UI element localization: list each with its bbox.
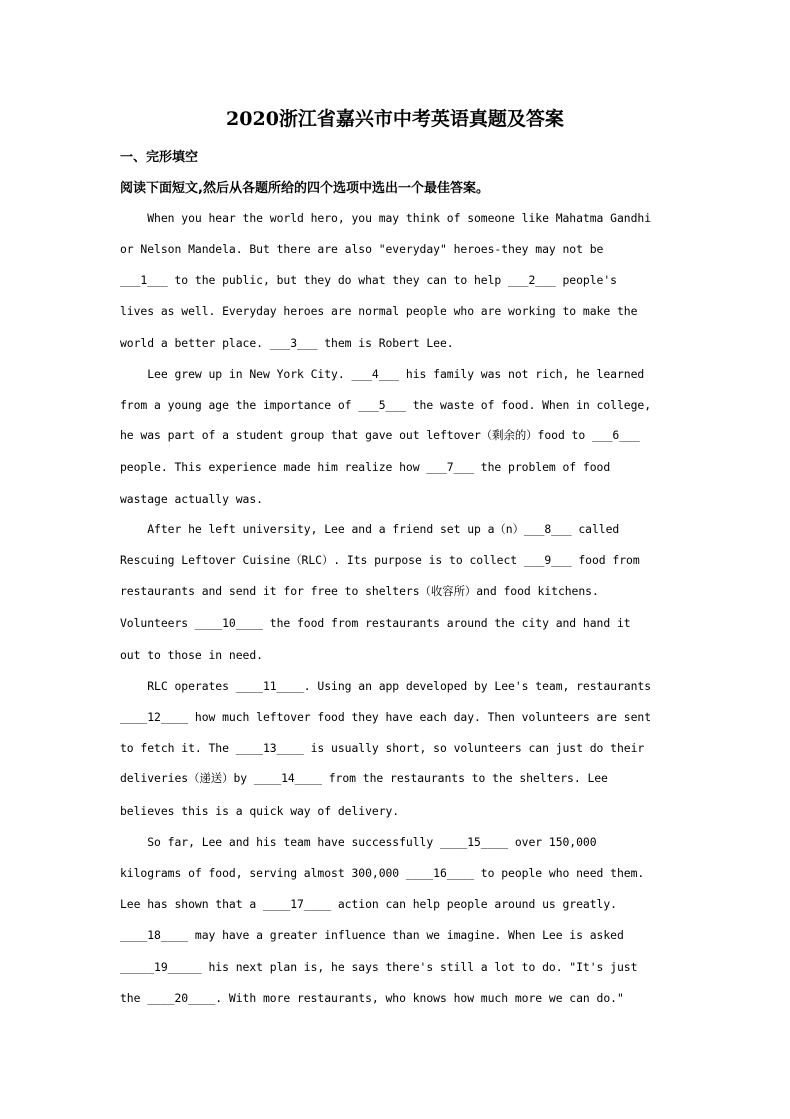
passage-line: or Nelson Mandela. But there are also "everyday" heroes-they may not be xyxy=(120,242,604,256)
passage-line: ___1___ to the public, but they do what they can to help ___2___ people's xyxy=(120,273,617,287)
passage-line: to fetch it. The ____13____ is usually short, so volunteers can just do their xyxy=(120,741,645,755)
passage-line: world a better place. ___3___ them is Robert Lee. xyxy=(120,336,454,350)
passage-line: kilograms of food, serving almost 300,000 ____16____ to people who need them. xyxy=(120,866,645,880)
passage-line: After he left university, Lee and a friend set up a（n）___8___ called xyxy=(120,522,620,536)
passage-line: When you hear the world hero, you may think of someone like Mahatma Gandhi xyxy=(120,211,652,225)
passage-line: people. This experience made him realize how ___7___ the problem of food xyxy=(120,460,611,474)
passage-line: RLC operates ____11____. Using an app developed by Lee's team, restaurants xyxy=(120,679,652,693)
instruction-text: 阅读下面短文,然后从各题所给的四个选项中选出一个最佳答案。 xyxy=(120,181,489,196)
passage-line: out to those in need. xyxy=(120,648,263,662)
passage-line: he was part of a student group that gave out leftover（剩余的）food to ___6___ xyxy=(120,428,640,442)
passage-line: the ____20____. With more restaurants, who knows how much more we can do." xyxy=(120,991,624,1005)
passage-line: lives as well. Everyday heroes are normal people who are working to make the xyxy=(120,304,638,318)
passage-line: deliveries（递送）by ____14____ from the restaurants to the shelters. Lee xyxy=(120,771,608,785)
passage-line: Volunteers ____10____ the food from restaurants around the city and hand it xyxy=(120,616,631,630)
page-title: 2020浙江省嘉兴市中考英语真题及答案 xyxy=(226,108,564,130)
passage-line: from a young age the importance of ___5___ the waste of food. When in college, xyxy=(120,398,652,412)
passage-line: So far, Lee and his team have successfully ____15____ over 150,000 xyxy=(120,835,597,849)
passage-line: ____12____ how much leftover food they have each day. Then volunteers are sent xyxy=(120,710,652,724)
passage-line: Rescuing Leftover Cuisine（RLC）. Its purpose is to collect ___9___ food from xyxy=(120,553,640,567)
section-heading: 一、完形填空 xyxy=(120,150,199,165)
passage-line: wastage actually was. xyxy=(120,492,263,506)
passage-line: ____18____ may have a greater influence than we imagine. When Lee is asked xyxy=(120,928,624,942)
passage-line: _____19_____ his next plan is, he says there's still a lot to do. "It's just xyxy=(120,960,638,974)
passage-line: believes this is a quick way of delivery. xyxy=(120,804,400,818)
passage-line: Lee grew up in New York City. ___4___ his family was not rich, he learned xyxy=(120,367,645,381)
passage-line: restaurants and send it for free to shelters（收容所）and food kitchens. xyxy=(120,584,599,598)
passage-line: Lee has shown that a ____17____ action can help people around us greatly. xyxy=(120,897,617,911)
